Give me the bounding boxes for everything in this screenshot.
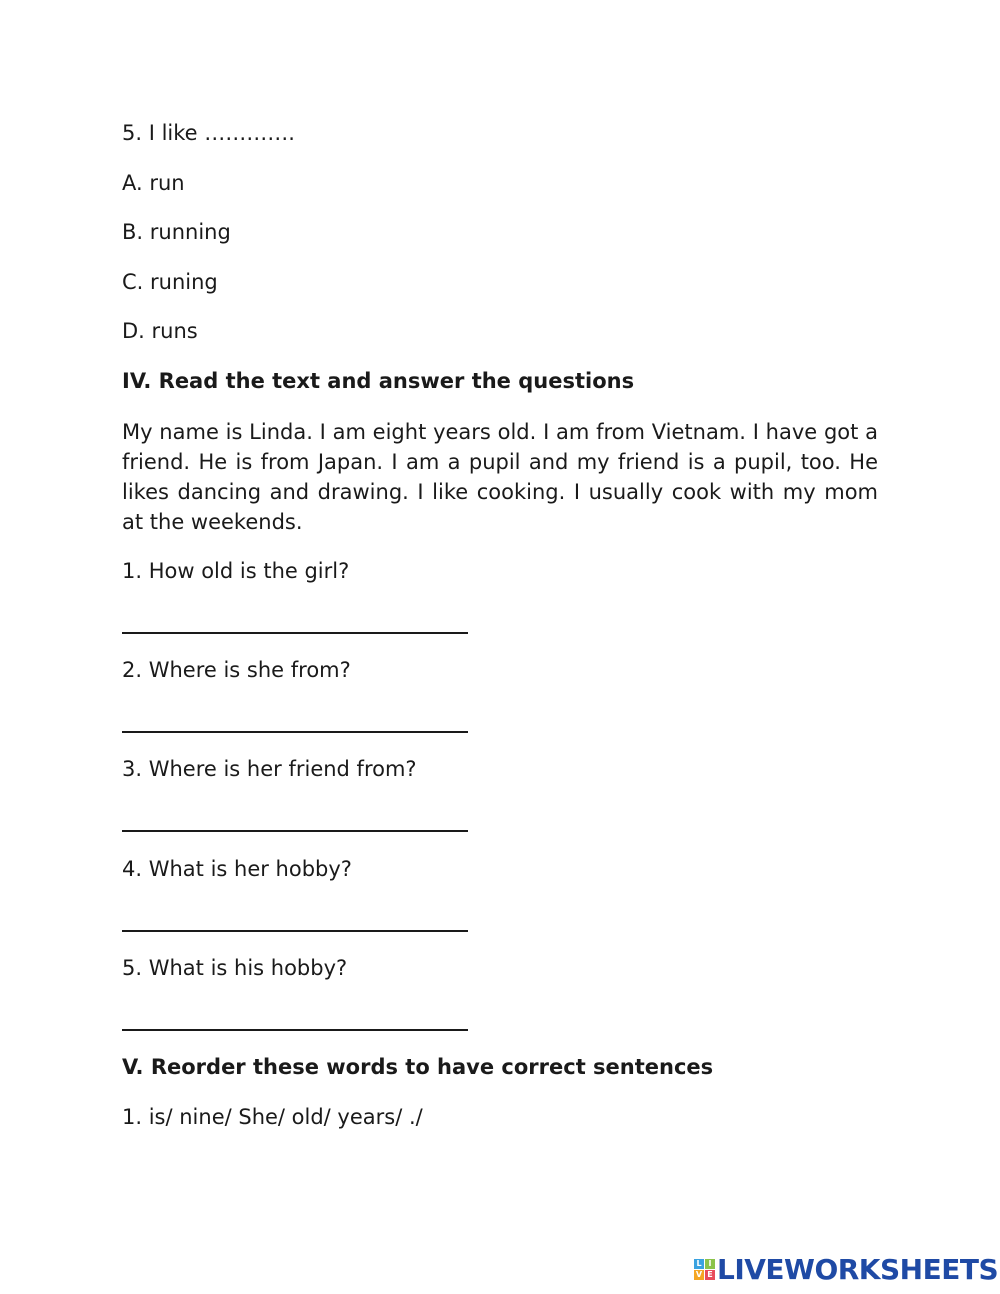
comprehension-question-2: 2. Where is she from?	[122, 658, 351, 682]
question-5-stem: 5. I like ………….	[122, 121, 295, 145]
logo-mark-tile: I	[705, 1259, 715, 1269]
reorder-item-1: 1. is/ nine/ She/ old/ years/ ./	[122, 1105, 423, 1129]
option-c: C. runing	[122, 270, 218, 294]
answer-field-2[interactable]	[122, 703, 468, 733]
comprehension-question-4: 4. What is her hobby?	[122, 857, 352, 881]
answer-field-3[interactable]	[122, 802, 468, 832]
logo-mark-tile: E	[705, 1270, 715, 1280]
answer-field-5[interactable]	[122, 1001, 468, 1031]
option-b: B. running	[122, 220, 231, 244]
answer-field-4[interactable]	[122, 902, 468, 932]
comprehension-question-5: 5. What is his hobby?	[122, 956, 348, 980]
logo-mark-tile: V	[695, 1269, 703, 1279]
logo-mark-icon	[694, 1259, 715, 1280]
answer-field-1[interactable]	[122, 604, 468, 634]
option-d: D. runs	[122, 319, 198, 343]
option-a: A. run	[122, 171, 185, 195]
logo-text: LIVEWORKSHEETS	[717, 1252, 999, 1286]
comprehension-question-3: 3. Where is her friend from?	[122, 757, 417, 781]
section-iv-heading: IV. Read the text and answer the questions	[122, 369, 635, 393]
section-v-heading: V. Reorder these words to have correct sentences	[122, 1055, 714, 1079]
logo-mark-tile: L	[694, 1259, 704, 1269]
reading-passage: My name is Linda. I am eight years old. I am from Vietnam. I have got a friend. He is from Japan. I am a pupil and my friend is a pupil, too. He likes dancing and drawing. I like cooking. I usually cook with my mom at the weekends.	[122, 420, 878, 534]
liveworksheets-logo	[694, 1252, 998, 1286]
comprehension-question-1: 1. How old is the girl?	[122, 559, 350, 583]
